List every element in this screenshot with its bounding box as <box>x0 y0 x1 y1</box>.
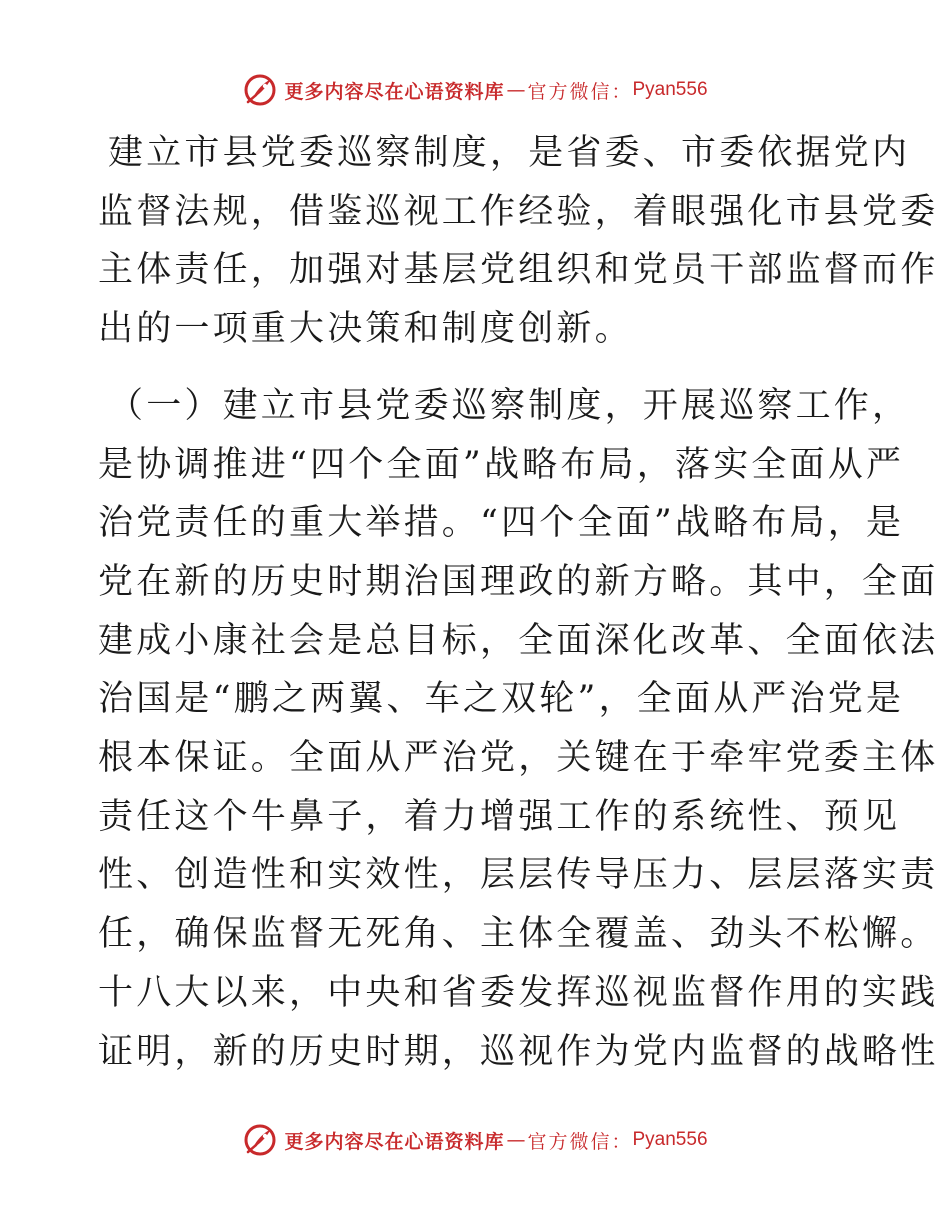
text-line: 性、创造性和实效性，层层传导压力、层层落实责 <box>98 855 939 896</box>
text-line: 出的一项重大决策和制度创新。 <box>98 309 633 350</box>
wechat-id: Pyan556 <box>632 79 708 100</box>
text-line: 主体责任，加强对基层党组织和党员干部监督而作 <box>98 250 939 291</box>
text-line: 是协调推进“四个全面”战略布局，落实全面从严 <box>98 444 905 485</box>
text-line: 建成小康社会是总目标，全面深化改革、全面依法 <box>98 620 939 661</box>
brand-name: 更多内容尽在心语资料库 <box>284 1130 505 1153</box>
wechat-label: 官方微信： <box>527 80 633 103</box>
text-line: 根本保证。全面从严治党，关键在于牵牢党委主体 <box>98 738 939 779</box>
document-body <box>98 124 939 1081</box>
header-watermark-banner <box>0 68 950 112</box>
paragraph-1 <box>98 124 939 359</box>
text-line: 证明，新的历史时期，巡视作为党内监督的战略性 <box>98 1031 939 1072</box>
feather-pen-logo-icon <box>242 1122 278 1158</box>
text-line: 十八大以来，中央和省委发挥巡视监督作用的实践 <box>98 972 939 1013</box>
text-line: 治党责任的重大举措。“四个全面”战略布局，是 <box>98 503 905 544</box>
brand-separator: — <box>506 79 526 101</box>
brand-separator: — <box>506 1129 526 1151</box>
text-line: （一）建立市县党委巡察制度，开展巡察工作， <box>108 385 911 426</box>
footer-watermark-banner <box>0 1118 950 1162</box>
text-line: 党在新的历史时期治国理政的新方略。其中，全面 <box>98 561 939 602</box>
paragraph-2 <box>98 377 939 1081</box>
text-line: 责任这个牛鼻子，着力增强工作的系统性、预见 <box>98 796 901 837</box>
wechat-label: 官方微信： <box>527 1130 633 1153</box>
wechat-id: Pyan556 <box>632 1129 708 1150</box>
text-line: 监督法规，借鉴巡视工作经验，着眼强化市县党委 <box>98 191 939 232</box>
feather-pen-logo-icon <box>242 72 278 108</box>
text-line: 治国是“鹏之两翼、车之双轮”，全面从严治党是 <box>98 679 905 720</box>
text-line: 建立市县党委巡察制度，是省委、市委依据党内 <box>108 133 911 173</box>
brand-name: 更多内容尽在心语资料库 <box>284 80 505 103</box>
text-line: 任，确保监督无死角、主体全覆盖、劲头不松懈。 <box>98 914 939 955</box>
